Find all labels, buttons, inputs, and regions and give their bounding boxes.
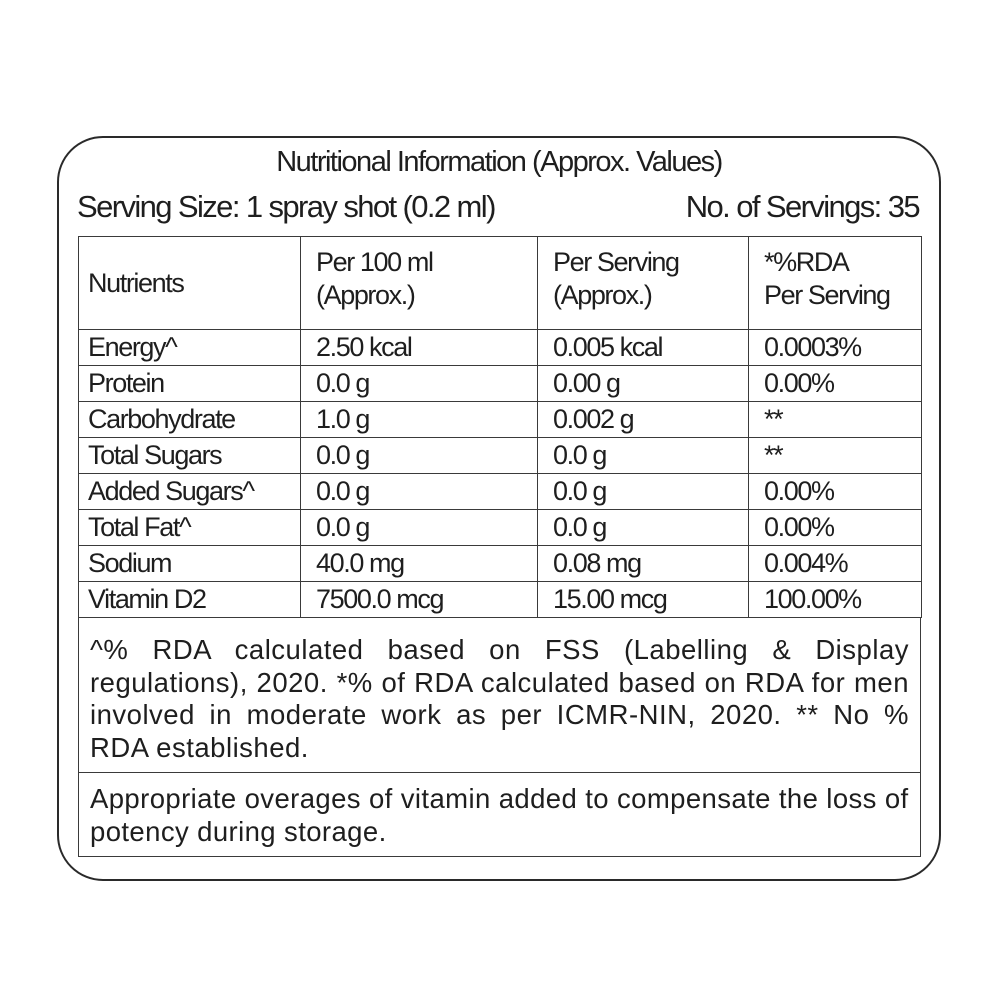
per-serving-value: 0.0 g xyxy=(538,438,749,474)
panel-title: Nutritional Information (Approx. Values) xyxy=(276,146,722,178)
per-100ml-value: 7500.0 mcg xyxy=(301,582,538,618)
table-row xyxy=(79,402,922,438)
per-100ml-value: 0.0 g xyxy=(301,474,538,510)
per-serving-value: 0.0 g xyxy=(538,510,749,546)
table-row xyxy=(79,582,922,618)
per-serving-value: 15.00 mcg xyxy=(538,582,749,618)
nutrition-table xyxy=(78,236,922,618)
table-row xyxy=(79,474,922,510)
per-100ml-value: 1.0 g xyxy=(301,402,538,438)
rda-value: 0.004% xyxy=(749,546,922,582)
rda-value: 0.00% xyxy=(749,366,922,402)
table-row xyxy=(79,330,922,366)
table-header-row xyxy=(79,237,922,330)
table-row xyxy=(79,366,922,402)
nutrient-name: Protein xyxy=(79,366,301,402)
header-per-100ml: Per 100 ml (Approx.) xyxy=(301,237,538,330)
rda-value: 0.0003% xyxy=(749,330,922,366)
rda-value: ** xyxy=(749,402,922,438)
per-100ml-value: 40.0 mg xyxy=(301,546,538,582)
nutrient-name: Total Sugars xyxy=(79,438,301,474)
nutrient-name: Total Fat^ xyxy=(79,510,301,546)
per-serving-value: 0.08 mg xyxy=(538,546,749,582)
table-row xyxy=(79,546,922,582)
nutrient-name: Added Sugars^ xyxy=(79,474,301,510)
per-100ml-value: 0.0 g xyxy=(301,438,538,474)
per-serving-value: 0.0 g xyxy=(538,474,749,510)
per-serving-value: 0.005 kcal xyxy=(538,330,749,366)
rda-value: 100.00% xyxy=(749,582,922,618)
per-100ml-value: 2.50 kcal xyxy=(301,330,538,366)
serving-size: Serving Size: 1 spray shot (0.2 ml) xyxy=(77,189,495,224)
header-per-serving: Per Serving (Approx.) xyxy=(538,237,749,330)
rda-footnote: ^% RDA calculated based on FSS (Labelling & Display regulations), 2020. *% of RDA calculated based on RDA for men involved in moderate work as per ICMR-NIN, 2020. ** No % RDA established. xyxy=(79,618,920,773)
header-rda: *%RDA Per Serving xyxy=(749,237,922,330)
nutrient-name: Sodium xyxy=(79,546,301,582)
rda-value: ** xyxy=(749,438,922,474)
notes-section xyxy=(78,618,921,857)
per-serving-value: 0.002 g xyxy=(538,402,749,438)
table-row xyxy=(79,438,922,474)
rda-value: 0.00% xyxy=(749,510,922,546)
per-100ml-value: 0.0 g xyxy=(301,510,538,546)
table-row xyxy=(79,510,922,546)
nutrient-name: Vitamin D2 xyxy=(79,582,301,618)
per-100ml-value: 0.0 g xyxy=(301,366,538,402)
rda-value: 0.00% xyxy=(749,474,922,510)
nutrient-name: Energy^ xyxy=(79,330,301,366)
number-of-servings: No. of Servings: 35 xyxy=(685,189,919,224)
nutrient-name: Carbohydrate xyxy=(79,402,301,438)
overage-footnote: Appropriate overages of vitamin added to compensate the loss of potency during storage. xyxy=(90,783,909,847)
per-serving-value: 0.00 g xyxy=(538,366,749,402)
header-nutrients: Nutrients xyxy=(79,237,301,330)
